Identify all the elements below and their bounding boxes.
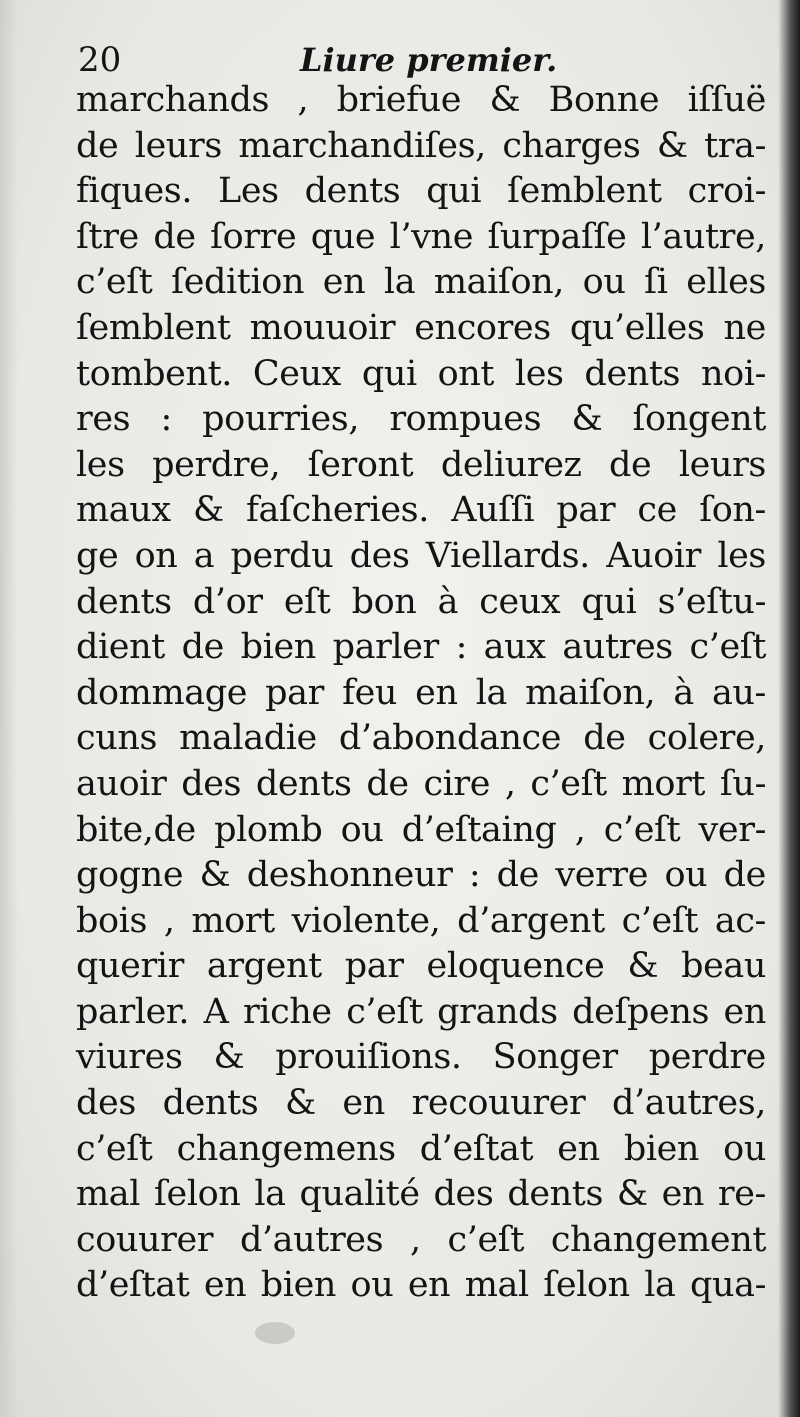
text-line: c’eſt ſedition en la maiſon, ou ſi elles xyxy=(76,262,766,303)
text-line: fiques. Les dents qui ſemblent croi- xyxy=(76,171,766,212)
binding-gutter-shadow xyxy=(778,0,800,1417)
text-line: querir argent par eloquence & beau xyxy=(76,946,766,987)
text-line: ſtre de ſorre que l’vne ſurpaſſe l’autre, xyxy=(76,216,766,257)
text-line: mal ſelon la qualité des dents & en re- xyxy=(76,1174,766,1215)
page-number: 20 xyxy=(78,40,122,80)
text-line: gogne & deshonneur : de verre ou de xyxy=(76,855,766,896)
text-line: cuns maladie d’abondance de colere, xyxy=(76,718,766,759)
text-line: d’eſtat en bien ou en mal ſelon la qua- xyxy=(76,1265,766,1306)
ink-blot-mark xyxy=(255,1322,295,1344)
text-line: bite,de plomb ou d’eſtaing , c’eſt ver- xyxy=(76,809,766,850)
text-line: de leurs marchandiſes, charges & tra- xyxy=(76,125,766,166)
text-line: res : pourries, rompues & ſongent xyxy=(76,399,766,440)
text-line: dient de bien parler : aux autres c’eſt xyxy=(76,627,766,668)
running-head xyxy=(78,38,768,82)
text-line: tombent. Ceux qui ont les dents noi- xyxy=(76,353,766,394)
body-text xyxy=(76,78,766,1309)
text-line: ſemblent mouuoir encores qu’elles ne xyxy=(76,307,766,348)
text-line: des dents & en recouurer d’autres, xyxy=(76,1083,766,1124)
text-line: dents d’or eſt bon à ceux qui s’eſtu- xyxy=(76,581,766,622)
text-line: les perdre, ſeront deliurez de leurs xyxy=(76,444,766,485)
text-line: dommage par feu en la maiſon, à au- xyxy=(76,672,766,713)
page-edge-shade xyxy=(0,0,18,1417)
text-line: marchands , briefue & Bonne iſſuë xyxy=(76,80,766,120)
text-line: parler. A riche c’eſt grands deſpens en xyxy=(76,991,766,1032)
running-title: Liure premier. xyxy=(300,41,558,79)
text-line: ge on a perdu des Viellards. Auoir les xyxy=(76,535,766,576)
text-line: auoir des dents de cire , c’eſt mort ſu- xyxy=(76,763,766,804)
text-line: c’eſt changemens d’eſtat en bien ou xyxy=(76,1128,766,1169)
text-line: maux & faſcheries. Auſſi par ce ſon- xyxy=(76,490,766,531)
text-line: couurer d’autres , c’eſt changement xyxy=(76,1219,766,1260)
text-line: bois , mort violente, d’argent c’eſt ac- xyxy=(76,900,766,941)
text-line: viures & prouiſions. Songer perdre xyxy=(76,1037,766,1078)
